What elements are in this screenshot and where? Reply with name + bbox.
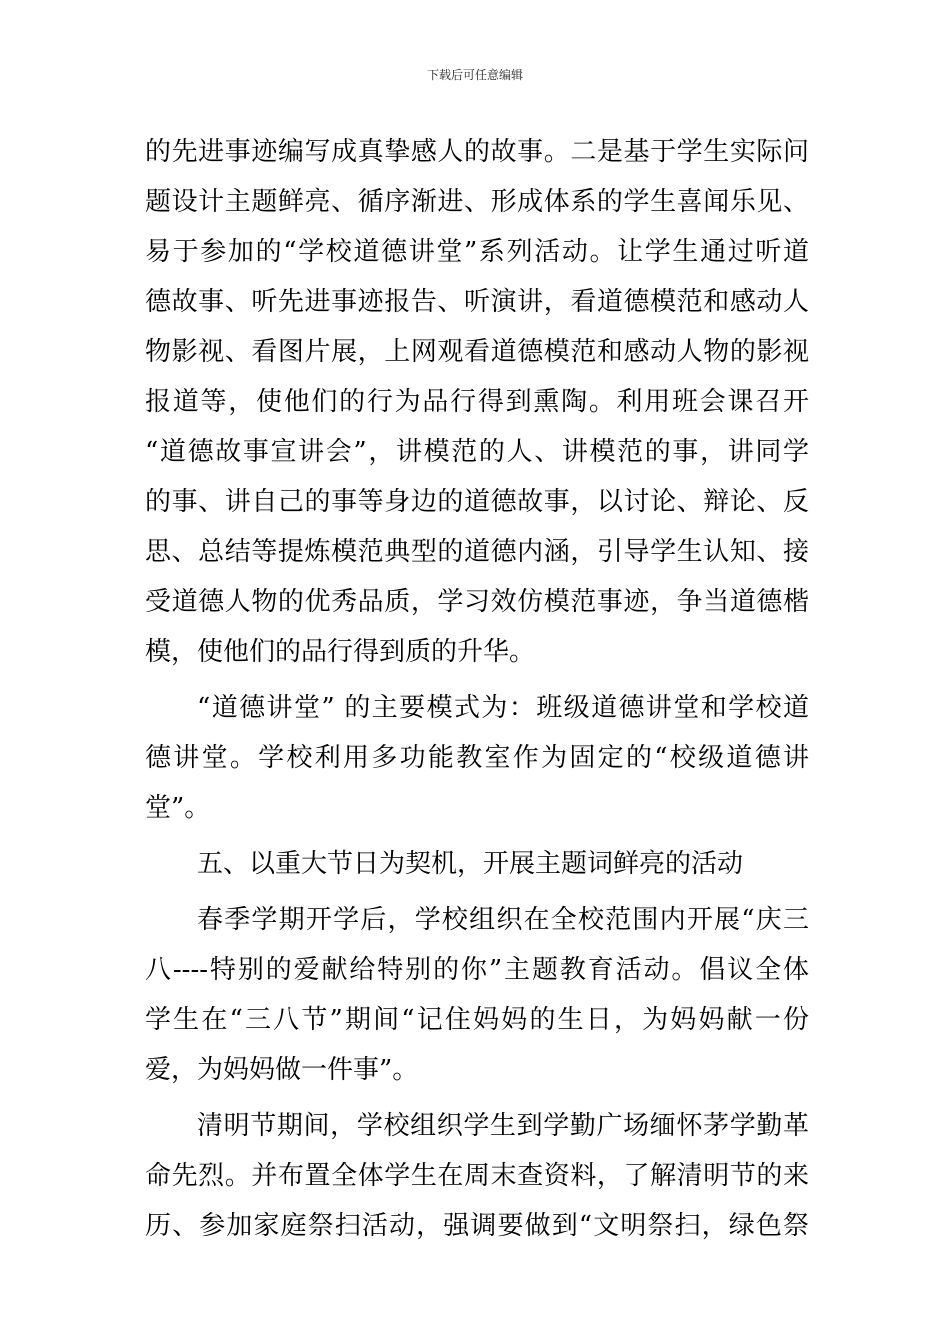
document-body — [145, 127, 809, 1251]
text-line-2: 题设计主题鲜亮、循序渐进、形成体系的学生喜闻乐见、 — [145, 187, 809, 217]
text-line-18: 学生在“三八节”期间“记住妈妈的生日，为妈妈献一份 — [145, 1005, 809, 1035]
text-line-16: 春季学期开学后，学校组织在全校范围内开展“庆三 — [197, 905, 809, 935]
text-line-20: 清明节期间，学校组织学生到学勤广场缅怀茅学勤革 — [197, 1111, 809, 1141]
text-line-6: 报道等，使他们的行为品行得到熏陶。利用班会课召开 — [145, 387, 809, 417]
text-line-1: 的先进事迹编写成真挚感人的故事。二是基于学生实际问 — [145, 137, 809, 167]
text-line-19: 爱，为妈妈做一件事”。 — [145, 1055, 419, 1085]
text-line-22: 历、参加家庭祭扫活动，强调要做到“文明祭扫，绿色祭 — [145, 1211, 809, 1241]
text-line-14: 堂”。 — [145, 793, 211, 823]
text-line-11: 模，使他们的品行得到质的升华。 — [145, 637, 536, 667]
text-line-3: 易于参加的“学校道德讲堂”系列活动。让学生通过听道 — [145, 237, 809, 267]
text-line-7: “道德故事宣讲会”，讲模范的人、讲模范的事，讲同学 — [145, 437, 809, 467]
page-header: 下载后可任意编辑 — [426, 68, 523, 82]
text-line-12: “道德讲堂” 的主要模式为：班级道德讲堂和学校道 — [197, 693, 809, 723]
text-line-9: 思、总结等提炼模范典型的道德内涵，引导学生认知、接 — [145, 537, 809, 567]
text-line-8: 的事、讲自己的事等身边的道德故事，以讨论、辩论、反 — [145, 487, 809, 517]
text-line-17: 八----特别的爱献给特别的你”主题教育活动。倡议全体 — [145, 955, 809, 985]
text-line-5: 物影视、看图片展，上网观看道德模范和感动人物的影视 — [145, 337, 809, 367]
text-line-4: 德故事、听先进事迹报告、听演讲，看道德模范和感动人 — [145, 287, 809, 317]
text-line-10: 受道德人物的优秀品质，学习效仿模范事迹，争当道德楷 — [145, 587, 809, 617]
text-line-21: 命先烈。并布置全体学生在周末查资料，了解清明节的来 — [145, 1161, 809, 1191]
section-heading: 五、以重大节日为契机，开展主题词鲜亮的活动 — [197, 849, 744, 879]
text-line-13: 德讲堂。学校利用多功能教室作为固定的“校级道德讲 — [145, 743, 809, 773]
